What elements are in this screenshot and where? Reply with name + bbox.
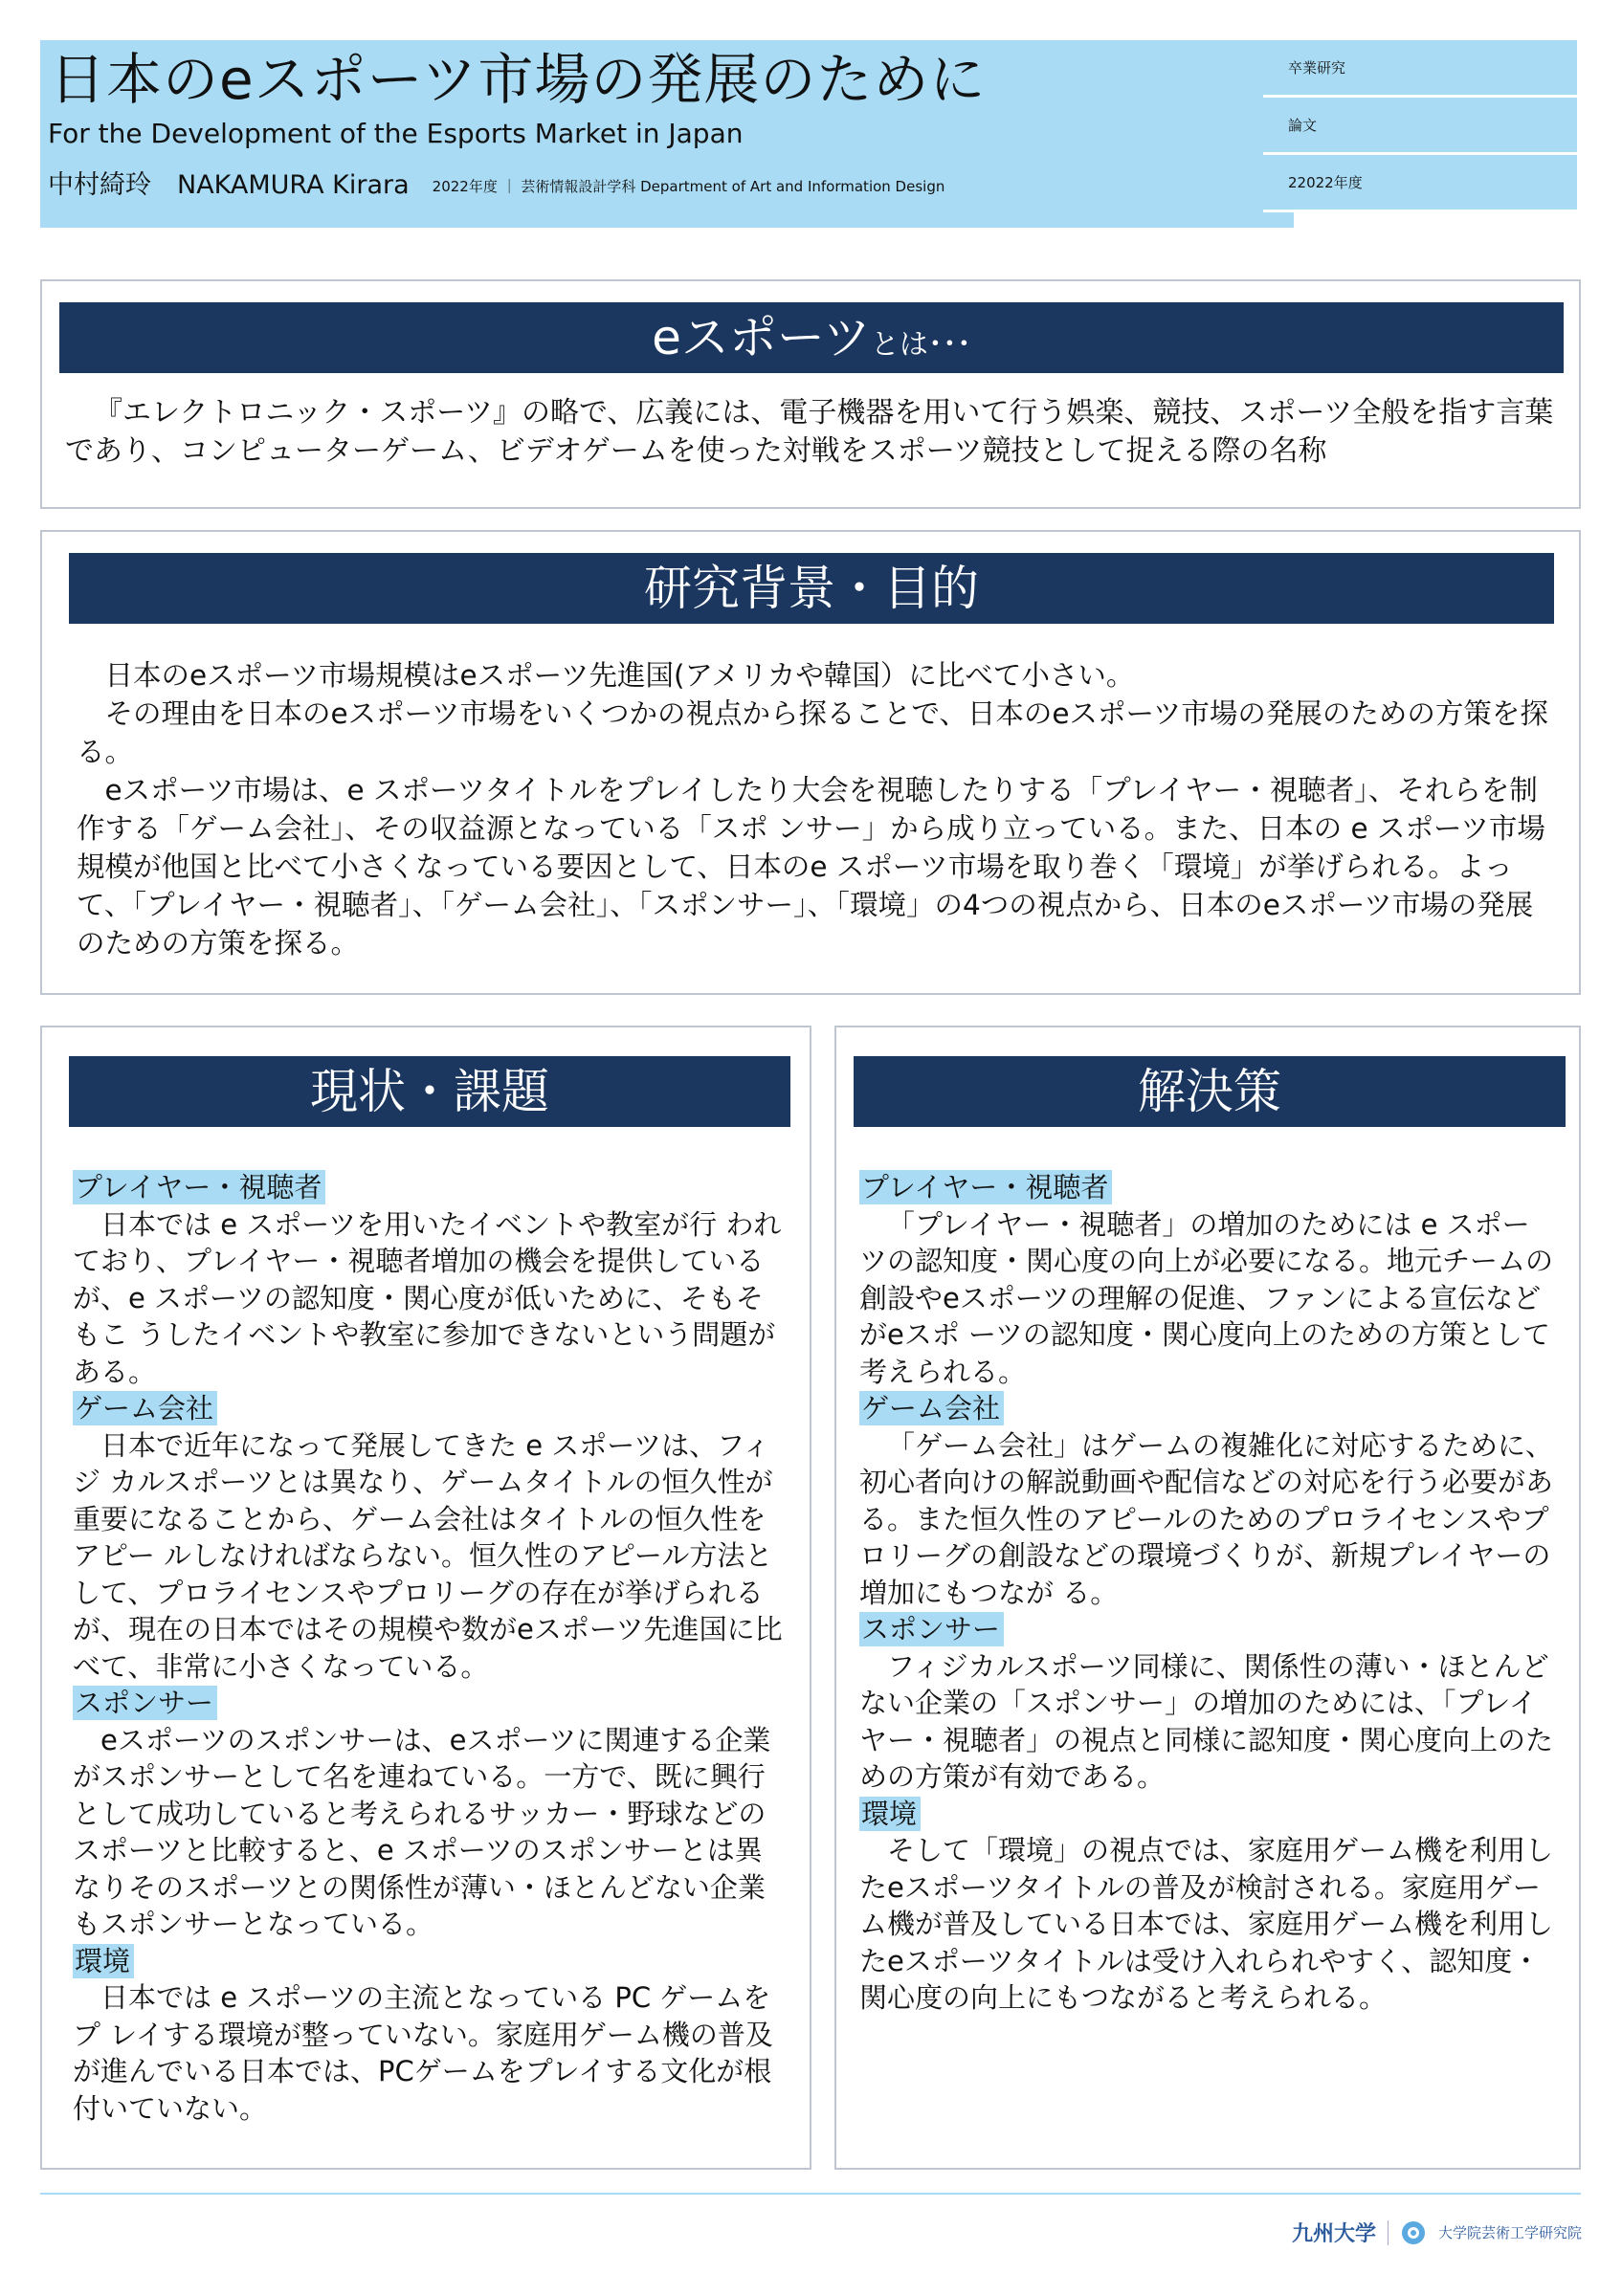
solution-item [859,1390,1554,1611]
status-item [73,1390,785,1685]
background-box [40,530,1581,995]
intro-title-suffix: とは･･･ [870,328,971,362]
solution-text-sponsor: フィジカルスポーツ同様に、関係性の薄い・ほとんどない企業の「スポンサー」の増加のためには、「プレイヤー・視聴者」の視点と同様に認知度・関心度向上のための方策が有効である。 [859,1649,1554,1793]
status-text-company: 日本で近年になって発展してきた e スポーツは、フィジ カルスポーツとは異なり、ゲームタイトルの恒久性が重要になることから、ゲーム会社はタイトルの恒久性をアピー ルしなければならない。恒久性のアピール方法として、プロライセンスやプロリーグの存在が挙げられるが、現在の日本ではその規模や数がeスポーツ先進国に比べて、非常に小さくなっている。 [73,1428,783,1683]
solution-title: 解決策 [1138,1064,1281,1119]
poster-subtitle: For the Development of the Esports Market in Japan [48,118,744,149]
footer [1292,2218,1582,2247]
status-text-sponsor: eスポーツのスポンサーは、eスポーツに関連する企業がスポンサーとして名を連ねている。一方で、既に興行として成功していると考えられるサッカー・野球などのスポーツと比較すると、e スポーツのスポンサーとは異なりそのスポーツとの関係性が薄い・ほとんどない企業もスポンサーとなっている。 [73,1723,771,1940]
lab-name: 大学院芸術工学研究院 [1437,2224,1582,2241]
solution-label-company: ゲーム会社 [859,1391,1004,1425]
solution-item [859,1611,1554,1796]
status-item [73,1685,785,1943]
poster-title: 日本のeスポーツ市場の発展のために [50,47,987,112]
status-text-environment: 日本では e スポーツの主流となっている PC ゲームをプ レイする環境が整っていない。家庭用ゲーム機の普及が進んでいる日本では、PCゲームをプレイする文化が根付いていない。 [73,1981,773,2125]
background-text [77,656,1550,962]
status-label-player: プレイヤー・視聴者 [73,1170,325,1204]
solution-item [859,1796,1554,2017]
lab-logo-icon [1400,2219,1427,2246]
meta-column [1263,40,1577,212]
status-box [40,1026,811,2170]
university-name: 九州大学 [1291,2222,1376,2246]
author-name: 中村綺玲 NAKAMURA Kirara [48,170,410,200]
background-banner [69,553,1554,624]
footer-divider [40,2193,1581,2195]
status-banner [69,1056,790,1127]
intro-title: eスポーツ [652,310,871,365]
intro-banner [59,302,1564,373]
footer-separator [1388,2220,1389,2245]
status-item [73,1169,785,1390]
solution-box [834,1026,1581,2170]
department: 2022年度 ｜ 芸術情報設計学科 Department of Art and Information Design [432,177,945,195]
intro-text [65,394,1558,471]
status-label-environment: 環境 [73,1944,134,1978]
solution-text-company: 「ゲーム会社」はゲームの複雑化に対応するために、初心者向けの解説動画や配信などの対応を行う必要がある。また恒久性のアピールのためのプロライセンスやプロリーグの創設などの環境づくりが、新規プレイヤーの増加にもつなが る。 [859,1428,1554,1609]
author-line [48,166,944,206]
solution-label-player: プレイヤー・視聴者 [859,1170,1112,1204]
intro-box [40,279,1581,509]
background-p2: その理由を日本のeスポーツ市場をいくつかの視点から探ることで、日本のeスポーツ市場の発展のための方策を探る。 [77,697,1548,768]
intro-paragraph: 『エレクトロニック・スポーツ』の略で、広義には、電子機器を用いて行う娯楽、競技、スポーツ全般を指す言葉であり、コンピューターゲーム、ビデオゲームを使った対戦をスポーツ競技として捉える際の名称 [65,396,1554,468]
background-p3: eスポーツ市場は、e スポーツタイトルをプレイしたり大会を視聴したりする「プレイヤー・視聴者」、それらを制作する「ゲーム会社」、その収益源となっている「スポ ンサー」から成り立っている。また、日本の e スポーツ市場規模が他国と比べて小さくなっている要因として、日本のe スポーツ市場を取り巻く「環境」が挙げられる。よって、「プレイヤー・視聴者」、「ゲーム会社」、「スポンサー」、「環境」の4つの視点から、日本のeスポーツ市場の発展のための方策を探る。 [77,774,1545,960]
background-p1: 日本のeスポーツ市場規模はeスポーツ先進国(アメリカや韓国）に比べて小さい。 [104,659,1135,692]
solution-text-player: 「プレイヤー・視聴者」の増加のためには e スポーツの認知度・関心度の向上が必要になる。地元チームの創設やeスポーツの理解の促進、ファンによる宣伝などがeスポ ーツの認知度・関心度向上のための方策として考えられる。 [859,1207,1554,1388]
solution-item [859,1169,1554,1390]
solution-label-sponsor: スポンサー [859,1612,1004,1646]
solution-label-environment: 環境 [859,1797,921,1831]
status-title: 現状・課題 [310,1064,549,1119]
meta-year: 22022年度 [1263,155,1577,212]
status-item [73,1943,785,2128]
background-title: 研究背景・目的 [644,561,979,616]
solution-text-environment: そして「環境」の視点では、家庭用ゲーム機を利用したeスポーツタイトルの普及が検討される。家庭用ゲーム機が普及している日本では、家庭用ゲーム機を利用したeスポーツタイトルは受け入れられやすく、認知度・関心度の向上にもつながると考えられる。 [859,1834,1554,2014]
meta-thesis: 論文 [1263,98,1577,155]
meta-research: 卒業研究 [1263,40,1577,98]
status-label-sponsor: スポンサー [73,1686,217,1720]
status-text [73,1169,785,2127]
status-label-company: ゲーム会社 [73,1391,217,1425]
solution-text [859,1169,1554,2017]
header-band [40,40,1294,228]
status-text-player: 日本では e スポーツを用いたイベントや教室が行 われており、プレイヤー・視聴者増加の機会を提供しているが、e スポーツの認知度・関心度が低いために、そもそもこ うしたイベントや教室に参加できないという問題がある。 [73,1207,782,1388]
solution-banner [854,1056,1566,1127]
